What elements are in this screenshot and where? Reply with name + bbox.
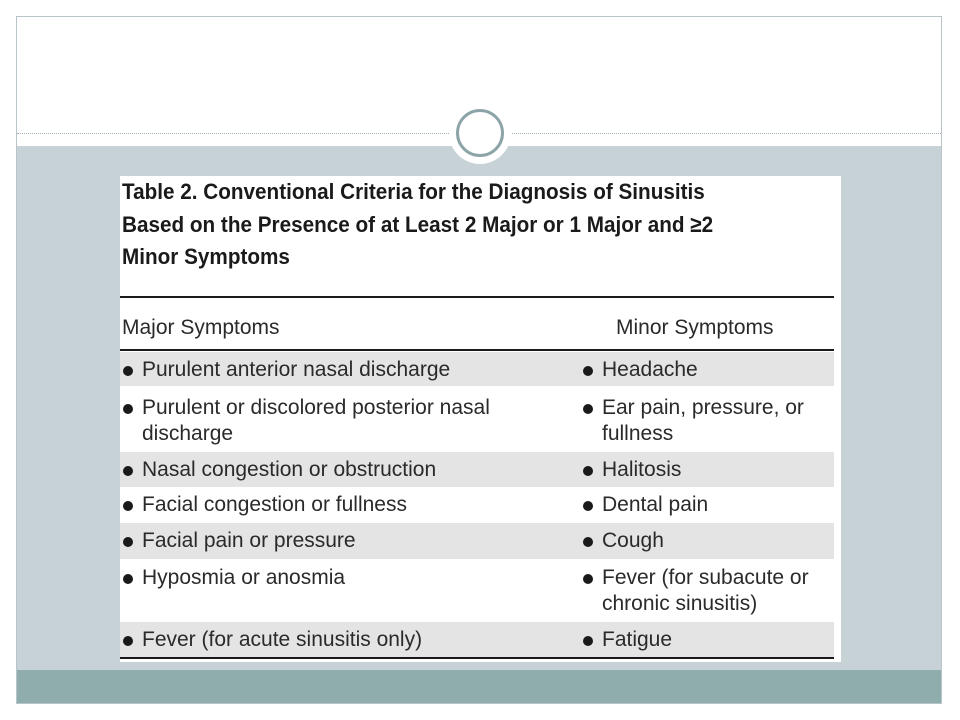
bullet-icon xyxy=(583,574,593,584)
cell-line: Purulent anterior nasal discharge xyxy=(142,358,451,381)
bullet-icon xyxy=(583,466,593,476)
column-header-minor: Minor Symptoms xyxy=(616,316,774,339)
cell-line: Nasal congestion or obstruction xyxy=(142,458,437,481)
cell-line: Facial congestion or fullness xyxy=(142,493,407,516)
bullet-icon xyxy=(123,537,133,547)
bullet-icon xyxy=(123,574,133,584)
minor-symptom-cell-text xyxy=(602,492,708,518)
bullet-icon xyxy=(123,636,133,646)
table-header-rule xyxy=(120,349,834,351)
cell-line: chronic sinusitis) xyxy=(602,592,758,615)
bullet-icon xyxy=(583,404,593,414)
cell-line: Hyposmia or anosmia xyxy=(142,566,346,589)
bullet-icon xyxy=(583,501,593,511)
bullet-icon xyxy=(583,636,593,646)
table-title-line: Based on the Presence of at Least 2 Major or 1 Major and ≥2 xyxy=(122,211,714,237)
bullet-icon xyxy=(583,537,593,547)
bullet-icon xyxy=(123,466,133,476)
table-title-line: Table 2. Conventional Criteria for the Diagnosis of Sinusitis xyxy=(122,179,705,204)
column-header-major: Major Symptoms xyxy=(122,316,280,339)
criteria-table xyxy=(120,176,841,662)
major-symptom-cell-text xyxy=(142,492,407,518)
cell-line: Dental pain xyxy=(602,493,709,516)
cell-line: Fatigue xyxy=(602,628,673,651)
table-top-rule xyxy=(120,296,834,298)
major-symptom-cell-text xyxy=(142,395,490,447)
cell-line: Facial pain or pressure xyxy=(142,529,356,552)
major-symptom-cell-text xyxy=(142,457,436,483)
cell-line: Headache xyxy=(602,358,698,381)
cell-line: Halitosis xyxy=(602,458,682,481)
bullet-icon xyxy=(583,366,593,376)
table-row xyxy=(120,487,834,523)
table-title-line: Minor Symptoms xyxy=(122,244,290,269)
table-row xyxy=(120,352,834,386)
minor-symptom-cell-text xyxy=(602,528,664,554)
bullet-icon xyxy=(123,404,133,414)
minor-symptom-cell-text xyxy=(602,627,672,653)
cell-line: Ear pain, pressure, or xyxy=(602,396,804,419)
minor-symptom-cell-text xyxy=(602,357,698,383)
major-symptom-cell-text xyxy=(142,627,422,653)
table-row xyxy=(120,388,834,452)
cell-line: Cough xyxy=(602,529,664,552)
slide-footer-band xyxy=(17,670,941,703)
cell-line: Purulent or discolored posterior nasal xyxy=(142,396,490,419)
table-bottom-rule xyxy=(120,657,834,659)
major-symptom-cell-text xyxy=(142,565,345,591)
major-symptom-cell-text xyxy=(142,528,356,554)
table-row xyxy=(120,622,834,657)
bullet-icon xyxy=(123,501,133,511)
decorative-ring-inner xyxy=(456,109,504,157)
table-title xyxy=(122,176,836,274)
cell-line: Fever (for subacute or xyxy=(602,566,809,589)
table-row xyxy=(120,559,834,622)
minor-symptom-cell-text xyxy=(602,395,804,447)
table-row xyxy=(120,523,834,559)
minor-symptom-cell-text xyxy=(602,457,681,483)
cell-line: Fever (for acute sinusitis only) xyxy=(142,628,423,651)
table-row xyxy=(120,452,834,487)
major-symptom-cell-text xyxy=(142,357,450,383)
bullet-icon xyxy=(123,366,133,376)
minor-symptom-cell-text xyxy=(602,565,809,617)
cell-line: discharge xyxy=(142,422,234,445)
cell-line: fullness xyxy=(602,422,674,445)
